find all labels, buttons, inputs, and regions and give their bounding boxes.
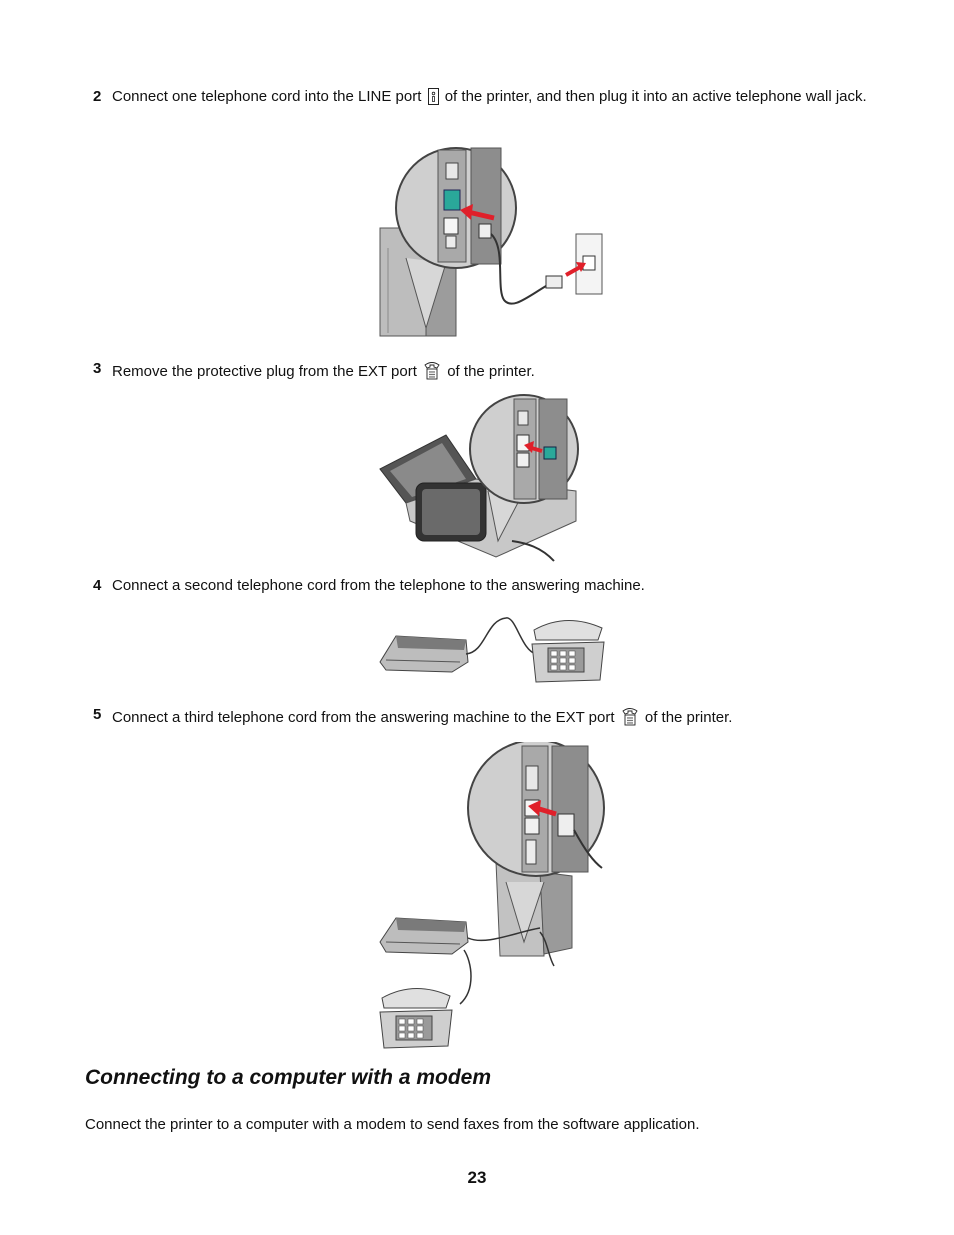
step-4 [93,577,873,595]
ext-port-phone-icon [423,360,441,385]
figure-answering-machine-to-ext-port [376,742,610,1050]
step-number: 3 [93,360,102,377]
section-paragraph: Connect the printer to a computer with a modem to send faxes from the software application. [85,1116,700,1133]
figure-line-to-wall-jack [376,138,616,343]
step-text-part: Remove the protective plug from the EXT port [112,363,417,380]
step-text-part: Connect a third telephone cord from the answering machine to the EXT port [112,709,615,726]
step-2 [93,88,873,110]
step-5 [93,706,873,731]
step-text-part: Connect one telephone cord into the LINE port [112,88,422,105]
step-text [112,706,873,731]
step-text-part: of the printer. [447,363,535,380]
step-text: Connect a second telephone cord from the telephone to the answering machine. [112,577,645,594]
step-number: 2 [93,88,102,105]
figure-answering-machine-to-telephone [376,610,610,688]
step-text-part: of the printer. [644,709,733,726]
page-number: 23 [467,1168,487,1187]
figure-remove-ext-plug [376,391,588,563]
step-number: 4 [93,577,102,594]
step-text [112,88,873,110]
line-port-icon [428,88,439,110]
step-text-part: of the printer, and then plug it into an active telephone wall jack. [444,88,867,105]
step-text [112,360,873,385]
step-3 [93,360,873,385]
ext-port-phone-icon [621,706,639,731]
step-number: 5 [93,706,102,723]
section-heading: Connecting to a computer with a modem [85,1066,492,1089]
